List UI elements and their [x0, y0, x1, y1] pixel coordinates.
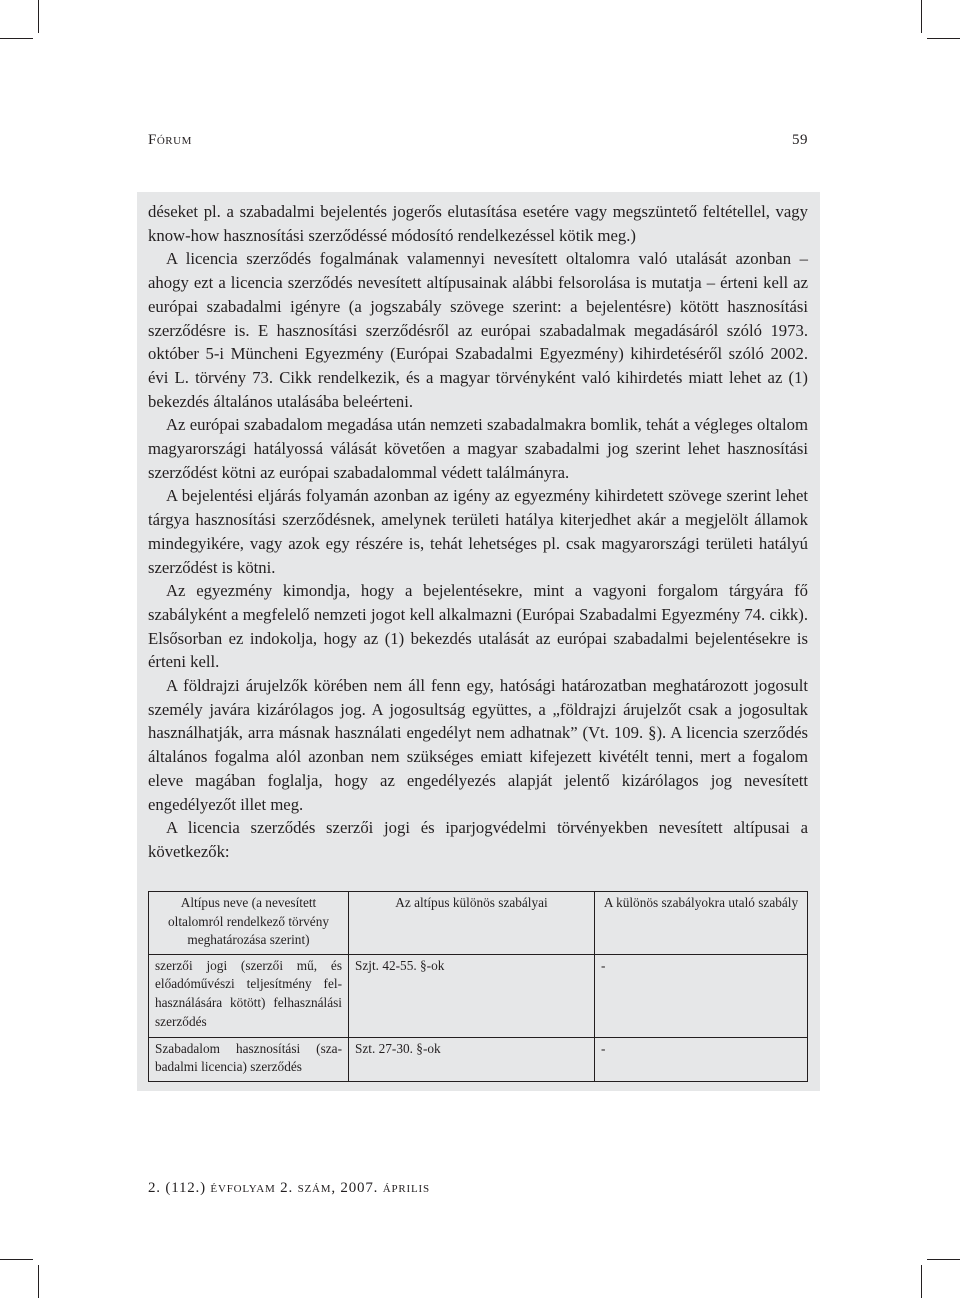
crop-mark-top-right-horizontal — [927, 38, 960, 39]
paragraph: A bejelentési eljárás folyamán azonban az igény az egyezmény kihirdetett szövege szerint lehet tárgya hasznosítási szerződésnek, amelynek területi hatálya kiterjedhet akár a megjelölt államok mindegyikére, vagy azok egy részére is, tehát lehetséges pl. csak magyarországi területi hatályú szerződést is kötni. — [148, 486, 808, 577]
paragraph: A licencia szerződés szerzői jogi és iparjogvédelmi törvényekben nevesített altípusai a következők: — [148, 818, 808, 861]
license-subtypes-table — [148, 891, 808, 1082]
crop-mark-top-left-horizontal — [0, 38, 33, 39]
table-header-cell: Az altípus különös szabályai — [349, 892, 595, 955]
table-header-cell: A különös szabályokra utaló szabály — [595, 892, 808, 955]
table-cell: - — [595, 1037, 808, 1081]
running-head — [148, 132, 808, 149]
crop-mark-bottom-right-vertical — [921, 1265, 922, 1298]
table-cell: Szabadalom hasznosítási (szabadalmi licencia) szerződés — [149, 1037, 349, 1081]
paragraph: Az európai szabadalom megadása után nemzeti szabadalmakra bomlik, tehát a végleges oltalom magyarországi hatályossá válását követően a magyar szabadalmi jog szerint lehet hasznosítási szerződést kötni az európai szabadalommal védett találmányra. — [148, 415, 808, 482]
table-cell: Szjt. 42-55. §-ok — [349, 954, 595, 1037]
table-header-row — [149, 892, 808, 955]
page-number: 59 — [792, 132, 808, 148]
table-row — [149, 1037, 808, 1081]
crop-mark-top-right-vertical — [921, 0, 922, 33]
paragraph: A földrajzi árujelzők körében nem áll fenn egy, hatósági határozatban meghatározott jogosult személy javára kizárólagos jog. A jogosultság együttes, a „földrajzi árujelzőt csak a jogosultak használhatják, arra másnak használati engedélyt nem adhatnak” (Vt. 109. §). A licencia szerződés általános fogalma alól azonban nem szükséges emiatt kifejezett kivétélt tenni, mert a fogalom eleve magában foglalja, hogy az engedélyezés alapját jelentő kizárólagos jog nevesített engedélyezőt illet meg. — [148, 676, 808, 814]
issue-footer: 2. (112.) évfolyam 2. szám, 2007. április — [148, 1180, 430, 1196]
crop-mark-top-left-vertical — [38, 0, 39, 33]
crop-mark-bottom-right-horizontal — [927, 1259, 960, 1260]
crop-mark-bottom-left-horizontal — [0, 1259, 33, 1260]
body-text — [148, 200, 808, 864]
table-cell: Szt. 27-30. §-ok — [349, 1037, 595, 1081]
paragraph: Az egyezmény kimondja, hogy a bejelentésekre, mint a vagyoni forgalom tárgyára fő szabályként a megfelelő nemzeti jogot kell alkalmazni (Európai Szabadalmi Egyezmény 74. cikk). Elsősorban ez indokolja, hogy az (1) bekezdés utalását az európai szabadalmi bejelentésekre is érteni kell. — [148, 581, 808, 672]
table-header-cell: Altípus neve (a nevesített oltalomról rendelkező törvény meghatározása szerint) — [149, 892, 349, 955]
table-cell: szerzői jogi (szerzői mű, és előadóművészi teljesítmény felhasználására kötött) felhasználási szerződés — [149, 954, 349, 1037]
table-row — [149, 954, 808, 1037]
paragraph: déseket pl. a szabadalmi bejelentés jogerős elutasítása esetére vagy megszüntető feltétellel, vagy know-how hasznosítási szerződéssé módosító rendelkezéssel kötik meg.) — [148, 202, 808, 245]
table-cell: - — [595, 954, 808, 1037]
section-title: Fórum — [148, 132, 192, 148]
paragraph: A licencia szerződés fogalmának valamennyi nevesített oltalomra való utalását azonban – ahogy ezt a licencia szerződés nevesített altípusainak alábbi felsorolása is mutatja – érteni kell az európai szabadalmi igényre (a jogszabály szövege szerint: a bejelentésre) kötött hasznosítási szerződésre is. E hasznosítási szerződésről az európai szabadalmak megadásáról szóló 1973. október 5-i Müncheni Egyezmény (Európai Szabadalmi Egyezmény) kihirdetéséről szóló 2002. évi L. törvény 73. Cikk rendelkezik, és a magyar törvényként való kihirdetés miatt lehet az (1) bekezdés általános utalásába beleérteni. — [148, 249, 808, 411]
crop-mark-bottom-left-vertical — [38, 1265, 39, 1298]
